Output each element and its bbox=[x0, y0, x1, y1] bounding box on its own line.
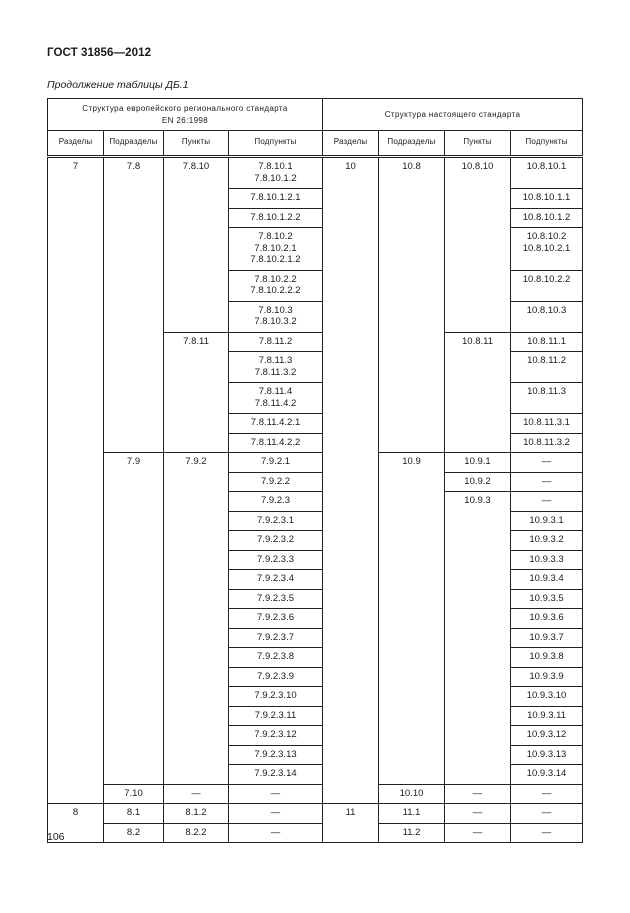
table-cell: 10.8.10.2.2 bbox=[511, 270, 583, 301]
table-row bbox=[48, 472, 583, 492]
table-cell bbox=[379, 765, 445, 785]
table-cell bbox=[164, 228, 229, 271]
table-cell bbox=[164, 765, 229, 785]
table-cell bbox=[48, 687, 104, 707]
table-cell bbox=[164, 609, 229, 629]
table-cell bbox=[445, 531, 511, 551]
table-cell bbox=[323, 208, 379, 228]
table-cell: 7.9.2.3.8 bbox=[229, 648, 323, 668]
table-cell bbox=[323, 332, 379, 352]
table-cell: 7.9.2.3.12 bbox=[229, 726, 323, 746]
table-cell bbox=[323, 609, 379, 629]
table-cell bbox=[445, 270, 511, 301]
table-cell: — bbox=[445, 784, 511, 804]
table-cell bbox=[104, 706, 164, 726]
table-cell: 10.8.11 bbox=[445, 332, 511, 352]
table-cell: 7.9.2.3.9 bbox=[229, 667, 323, 687]
table-cell bbox=[104, 570, 164, 590]
table-cell bbox=[164, 706, 229, 726]
table-cell bbox=[379, 667, 445, 687]
table-cell: 7 bbox=[48, 157, 104, 189]
table-cell: 10.8 bbox=[379, 157, 445, 189]
table-cell bbox=[323, 383, 379, 414]
table-cell bbox=[48, 270, 104, 301]
table-cell: 7.9.2.3.6 bbox=[229, 609, 323, 629]
table-cell: 10.9.3.13 bbox=[511, 745, 583, 765]
table-cell: 7.9.2.3.14 bbox=[229, 765, 323, 785]
table-cell: 8.2.2 bbox=[164, 823, 229, 843]
table-cell: 10.9.3.1 bbox=[511, 511, 583, 531]
table-row bbox=[48, 157, 583, 189]
table-cell bbox=[48, 589, 104, 609]
table-cell: 7.8.10.3 7.8.10.3.2 bbox=[229, 301, 323, 332]
table-cell bbox=[164, 492, 229, 512]
table-cell bbox=[379, 208, 445, 228]
table-cell bbox=[104, 208, 164, 228]
table-cell: 10.9.3.4 bbox=[511, 570, 583, 590]
table-cell: — bbox=[229, 804, 323, 824]
table-cell bbox=[323, 706, 379, 726]
table-cell bbox=[323, 352, 379, 383]
column-header: Подпункты bbox=[229, 131, 323, 157]
table-row bbox=[48, 648, 583, 668]
table-cell: 10.8.11.3.1 bbox=[511, 414, 583, 434]
table-cell: 10.8.10.1.1 bbox=[511, 189, 583, 209]
column-header: Подразделы bbox=[379, 131, 445, 157]
table-cell bbox=[323, 667, 379, 687]
table-row bbox=[48, 765, 583, 785]
table-row bbox=[48, 687, 583, 707]
table-cell bbox=[323, 433, 379, 453]
table-cell bbox=[379, 301, 445, 332]
table-cell bbox=[323, 550, 379, 570]
table-cell bbox=[104, 433, 164, 453]
table-cell bbox=[104, 228, 164, 271]
table-cell bbox=[104, 609, 164, 629]
table-row bbox=[48, 228, 583, 271]
table-cell bbox=[379, 531, 445, 551]
table-cell bbox=[323, 823, 379, 843]
table-cell bbox=[379, 745, 445, 765]
table-row bbox=[48, 804, 583, 824]
table-row bbox=[48, 589, 583, 609]
table-cell: 10.9.3.8 bbox=[511, 648, 583, 668]
table-cell: 7.8.11.4 7.8.11.4.2 bbox=[229, 383, 323, 414]
table-cell bbox=[379, 189, 445, 209]
table-cell bbox=[323, 745, 379, 765]
table-cell bbox=[445, 589, 511, 609]
table-cell bbox=[48, 383, 104, 414]
table-cell bbox=[445, 414, 511, 434]
table-cell bbox=[379, 570, 445, 590]
table-cell: 10.8.11.3 bbox=[511, 383, 583, 414]
table-cell: 10.9.3.3 bbox=[511, 550, 583, 570]
table-cell bbox=[164, 570, 229, 590]
table-cell: 11 bbox=[323, 804, 379, 824]
table-cell bbox=[104, 414, 164, 434]
table-row bbox=[48, 745, 583, 765]
table-cell bbox=[48, 745, 104, 765]
table-cell bbox=[104, 667, 164, 687]
table-cell bbox=[48, 667, 104, 687]
structure-comparison-table bbox=[47, 98, 583, 843]
table-cell bbox=[104, 531, 164, 551]
table-cell bbox=[164, 628, 229, 648]
table-cell: 10.9.1 bbox=[445, 453, 511, 473]
table-cell bbox=[164, 550, 229, 570]
table-cell: 10.8.10 bbox=[445, 157, 511, 189]
table-cell bbox=[48, 511, 104, 531]
table-cell bbox=[48, 492, 104, 512]
table-cell bbox=[445, 745, 511, 765]
table-cell bbox=[164, 648, 229, 668]
table-row bbox=[48, 823, 583, 843]
table-cell: 7.8.10 bbox=[164, 157, 229, 189]
table-cell: — bbox=[445, 823, 511, 843]
table-row bbox=[48, 352, 583, 383]
table-row bbox=[48, 433, 583, 453]
table-cell: 7.9.2.3.13 bbox=[229, 745, 323, 765]
table-cell bbox=[445, 208, 511, 228]
table-cell bbox=[445, 301, 511, 332]
table-cell bbox=[445, 609, 511, 629]
table-cell bbox=[164, 189, 229, 209]
table-cell bbox=[379, 628, 445, 648]
table-cell bbox=[323, 628, 379, 648]
table-cell bbox=[323, 228, 379, 271]
table-cell bbox=[104, 492, 164, 512]
table-cell: 7.9.2.3.2 bbox=[229, 531, 323, 551]
group-header-european: Структура европейского регионального стандарта EN 26:1998 bbox=[48, 99, 323, 131]
table-cell bbox=[164, 383, 229, 414]
table-cell: 10.9.3 bbox=[445, 492, 511, 512]
table-cell: — bbox=[511, 492, 583, 512]
table-cell bbox=[323, 270, 379, 301]
table-cell bbox=[48, 472, 104, 492]
table-cell bbox=[48, 433, 104, 453]
table-cell: — bbox=[511, 823, 583, 843]
table-row bbox=[48, 628, 583, 648]
table-cell bbox=[379, 332, 445, 352]
table-cell bbox=[445, 352, 511, 383]
table-cell: 10.8.10.1.2 bbox=[511, 208, 583, 228]
table-row bbox=[48, 383, 583, 414]
table-cell bbox=[48, 765, 104, 785]
table-cell: 10.10 bbox=[379, 784, 445, 804]
table-cell bbox=[379, 687, 445, 707]
table-row bbox=[48, 706, 583, 726]
table-row bbox=[48, 301, 583, 332]
column-header: Разделы bbox=[48, 131, 104, 157]
table-cell bbox=[323, 648, 379, 668]
table-cell bbox=[104, 628, 164, 648]
table-cell bbox=[48, 414, 104, 434]
table-cell: 10.9.3.7 bbox=[511, 628, 583, 648]
table-cell bbox=[104, 472, 164, 492]
table-cell bbox=[164, 687, 229, 707]
table-cell bbox=[323, 765, 379, 785]
table-cell: 7.9.2.3.5 bbox=[229, 589, 323, 609]
table-cell bbox=[48, 609, 104, 629]
table-row bbox=[48, 550, 583, 570]
table-cell bbox=[445, 667, 511, 687]
table-cell: 7.8.11 bbox=[164, 332, 229, 352]
table-cell bbox=[379, 609, 445, 629]
table-cell bbox=[164, 270, 229, 301]
table-cell bbox=[48, 453, 104, 473]
table-cell bbox=[445, 189, 511, 209]
table-cell bbox=[323, 492, 379, 512]
table-cell bbox=[164, 414, 229, 434]
table-cell: 7.9.2.3.10 bbox=[229, 687, 323, 707]
table-cell bbox=[379, 648, 445, 668]
table-cell: 8.1 bbox=[104, 804, 164, 824]
table-cell: 10 bbox=[323, 157, 379, 189]
table-cell bbox=[445, 511, 511, 531]
table-cell bbox=[379, 550, 445, 570]
table-cell: 7.10 bbox=[104, 784, 164, 804]
table-cell bbox=[445, 570, 511, 590]
table-row bbox=[48, 570, 583, 590]
table-cell bbox=[164, 352, 229, 383]
table-cell: 8.1.2 bbox=[164, 804, 229, 824]
table-cell bbox=[164, 745, 229, 765]
table-cell: 7.9.2.3.11 bbox=[229, 706, 323, 726]
table-cell bbox=[104, 352, 164, 383]
table-cell bbox=[323, 189, 379, 209]
table-cell bbox=[379, 472, 445, 492]
table-cell bbox=[445, 228, 511, 271]
table-cell: 10.9.3.9 bbox=[511, 667, 583, 687]
table-row bbox=[48, 189, 583, 209]
table-cell bbox=[48, 784, 104, 804]
table-cell bbox=[104, 765, 164, 785]
table-cell: 10.9.3.2 bbox=[511, 531, 583, 551]
table-cell: — bbox=[445, 804, 511, 824]
table-row bbox=[48, 726, 583, 746]
table-row bbox=[48, 414, 583, 434]
table-cell bbox=[445, 628, 511, 648]
table-cell bbox=[445, 383, 511, 414]
column-header: Подпункты bbox=[511, 131, 583, 157]
table-cell bbox=[104, 589, 164, 609]
table-cell bbox=[104, 550, 164, 570]
table-cell bbox=[48, 550, 104, 570]
table-cell bbox=[48, 570, 104, 590]
table-cell bbox=[164, 589, 229, 609]
table-cell: 10.8.11.3.2 bbox=[511, 433, 583, 453]
table-cell bbox=[323, 687, 379, 707]
table-cell: 7.9.2.3.4 bbox=[229, 570, 323, 590]
table-cell: 8 bbox=[48, 804, 104, 824]
table-row bbox=[48, 511, 583, 531]
table-cell: 7.8 bbox=[104, 157, 164, 189]
table-cell bbox=[48, 208, 104, 228]
table-cell: 7.8.11.4.2.1 bbox=[229, 414, 323, 434]
table-caption: Продолжение таблицы ДБ.1 bbox=[47, 79, 189, 91]
table-cell: 10.9.2 bbox=[445, 472, 511, 492]
table-cell: 7.9.2 bbox=[164, 453, 229, 473]
table-cell: 10.9 bbox=[379, 453, 445, 473]
table-cell: 7.8.10.1.2.2 bbox=[229, 208, 323, 228]
table-cell bbox=[379, 414, 445, 434]
table-row bbox=[48, 784, 583, 804]
table-cell bbox=[48, 332, 104, 352]
table-cell: 10.9.3.12 bbox=[511, 726, 583, 746]
table-cell bbox=[323, 472, 379, 492]
table-cell bbox=[445, 550, 511, 570]
table-cell: — bbox=[229, 823, 323, 843]
table-cell bbox=[379, 270, 445, 301]
table-cell bbox=[104, 189, 164, 209]
table-cell: 7.9 bbox=[104, 453, 164, 473]
table-row bbox=[48, 531, 583, 551]
table-cell bbox=[104, 332, 164, 352]
table-cell: 7.9.2.2 bbox=[229, 472, 323, 492]
table-cell bbox=[323, 511, 379, 531]
table-cell bbox=[164, 511, 229, 531]
table-cell: 7.8.10.2.2 7.8.10.2.2.2 bbox=[229, 270, 323, 301]
table-cell bbox=[48, 726, 104, 746]
table-cell bbox=[104, 511, 164, 531]
table-row bbox=[48, 492, 583, 512]
table-cell: 7.9.2.3.7 bbox=[229, 628, 323, 648]
table-cell: 7.8.11.4.2.2 bbox=[229, 433, 323, 453]
table-cell: — bbox=[511, 784, 583, 804]
table-cell bbox=[379, 589, 445, 609]
table-cell bbox=[445, 706, 511, 726]
table-cell bbox=[379, 726, 445, 746]
table-cell bbox=[445, 433, 511, 453]
document-title: ГОСТ 31856—2012 bbox=[47, 47, 152, 59]
table-cell: — bbox=[229, 784, 323, 804]
table-cell bbox=[379, 383, 445, 414]
table-row bbox=[48, 208, 583, 228]
table-row bbox=[48, 270, 583, 301]
table-cell bbox=[164, 667, 229, 687]
table-cell: 10.9.3.5 bbox=[511, 589, 583, 609]
page-number: 106 bbox=[47, 831, 65, 843]
table-cell bbox=[379, 352, 445, 383]
table-cell: 7.9.2.3 bbox=[229, 492, 323, 512]
table-row bbox=[48, 667, 583, 687]
table-cell bbox=[379, 706, 445, 726]
table-cell: 10.9.3.14 bbox=[511, 765, 583, 785]
table-cell: 7.8.10.1.2.1 bbox=[229, 189, 323, 209]
table-cell bbox=[379, 492, 445, 512]
table-cell bbox=[323, 301, 379, 332]
table-cell bbox=[445, 765, 511, 785]
table-cell bbox=[379, 433, 445, 453]
table-cell bbox=[48, 648, 104, 668]
table-cell: 10.8.10.3 bbox=[511, 301, 583, 332]
table-cell: 10.8.11.2 bbox=[511, 352, 583, 383]
table-cell bbox=[323, 531, 379, 551]
table-cell: 7.8.10.1 7.8.10.1.2 bbox=[229, 157, 323, 189]
table-cell bbox=[164, 472, 229, 492]
table-cell bbox=[323, 784, 379, 804]
table-cell: 10.8.10.2 10.8.10.2.1 bbox=[511, 228, 583, 271]
table-cell bbox=[164, 301, 229, 332]
table-cell bbox=[323, 570, 379, 590]
table-cell bbox=[48, 628, 104, 648]
table-cell bbox=[323, 414, 379, 434]
table-cell bbox=[445, 687, 511, 707]
table-cell bbox=[48, 706, 104, 726]
table-cell: 7.8.11.3 7.8.11.3.2 bbox=[229, 352, 323, 383]
table-cell bbox=[164, 208, 229, 228]
table-cell: 7.8.11.2 bbox=[229, 332, 323, 352]
column-header: Подразделы bbox=[104, 131, 164, 157]
table-cell: 7.9.2.1 bbox=[229, 453, 323, 473]
table-row bbox=[48, 453, 583, 473]
table-cell bbox=[104, 383, 164, 414]
table-cell bbox=[48, 228, 104, 271]
table-cell bbox=[104, 745, 164, 765]
table-cell bbox=[48, 189, 104, 209]
table-cell bbox=[48, 301, 104, 332]
table-row bbox=[48, 609, 583, 629]
table-cell: 10.8.10.1 bbox=[511, 157, 583, 189]
table-cell bbox=[164, 726, 229, 746]
table-cell bbox=[445, 726, 511, 746]
table-cell: 10.9.3.11 bbox=[511, 706, 583, 726]
table-cell bbox=[104, 687, 164, 707]
table-cell: 10.9.3.10 bbox=[511, 687, 583, 707]
table-cell bbox=[323, 453, 379, 473]
table-cell: 8.2 bbox=[104, 823, 164, 843]
table-cell bbox=[164, 433, 229, 453]
table-cell: 10.9.3.6 bbox=[511, 609, 583, 629]
column-header: Разделы bbox=[323, 131, 379, 157]
table-cell: 11.2 bbox=[379, 823, 445, 843]
table-cell: — bbox=[511, 453, 583, 473]
table-cell: 7.9.2.3.3 bbox=[229, 550, 323, 570]
table-cell: 10.8.11.1 bbox=[511, 332, 583, 352]
column-header: Пункты bbox=[445, 131, 511, 157]
table-cell bbox=[104, 648, 164, 668]
table-cell: — bbox=[511, 472, 583, 492]
table-cell bbox=[323, 726, 379, 746]
table-cell bbox=[323, 589, 379, 609]
table-body bbox=[48, 157, 583, 843]
table-cell: 7.9.2.3.1 bbox=[229, 511, 323, 531]
table-cell bbox=[104, 726, 164, 746]
table-cell bbox=[48, 531, 104, 551]
table-cell bbox=[104, 270, 164, 301]
table-row bbox=[48, 332, 583, 352]
table-cell bbox=[104, 301, 164, 332]
table-cell: 11.1 bbox=[379, 804, 445, 824]
table-cell: — bbox=[511, 804, 583, 824]
table-cell bbox=[164, 531, 229, 551]
table-cell bbox=[48, 352, 104, 383]
table-cell: — bbox=[164, 784, 229, 804]
table-cell bbox=[379, 228, 445, 271]
table-cell: 7.8.10.2 7.8.10.2.1 7.8.10.2.1.2 bbox=[229, 228, 323, 271]
column-header: Пункты bbox=[164, 131, 229, 157]
table-cell bbox=[445, 648, 511, 668]
group-header-current: Структура настоящего стандарта bbox=[323, 99, 583, 131]
table-cell bbox=[379, 511, 445, 531]
